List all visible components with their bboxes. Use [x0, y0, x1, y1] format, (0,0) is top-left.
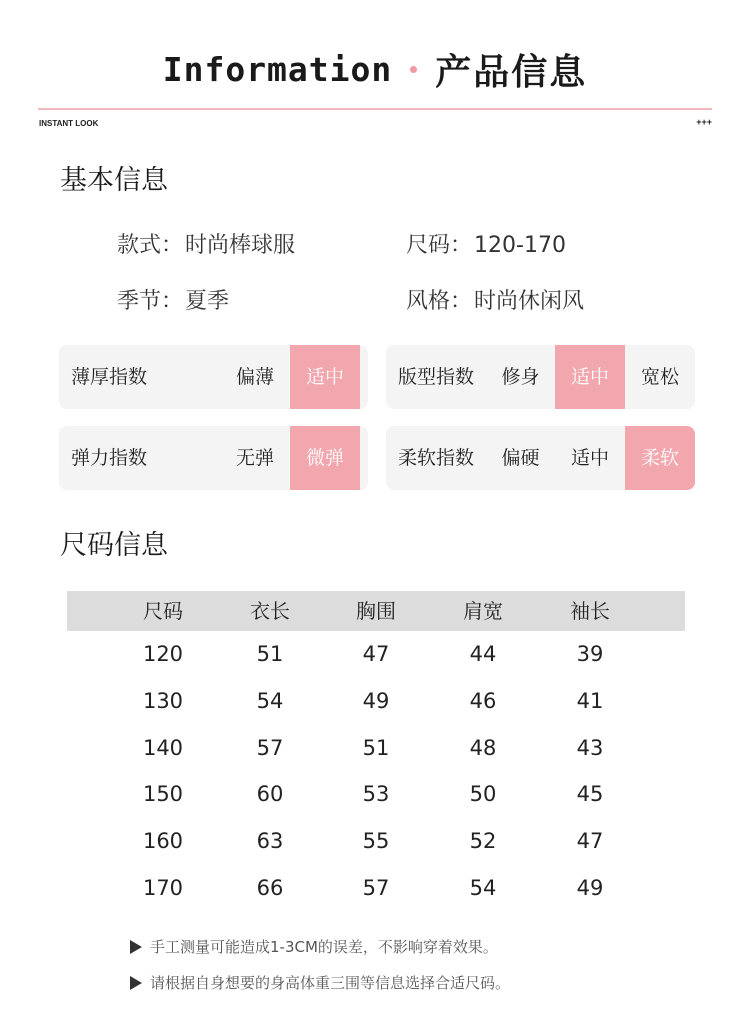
- thickness-index-label: 薄厚指数: [71, 366, 148, 388]
- note-size-choice: [130, 972, 510, 993]
- table-cell: 66: [256, 875, 284, 900]
- table-cell: 120: [142, 642, 184, 666]
- title-dot: [410, 66, 417, 73]
- thickness-option: [360, 345, 368, 409]
- table-row: [67, 771, 685, 818]
- table-row: [67, 678, 685, 725]
- size-table-header: [67, 591, 685, 631]
- note-text: 请根据自身想要的身高体重三围等信息选择合适尺码。: [150, 974, 511, 992]
- note-measurement: [130, 936, 498, 957]
- column-header: 袖长: [570, 599, 610, 623]
- table-row: [67, 818, 685, 865]
- size-info-title: 尺码信息: [60, 530, 168, 561]
- note-text: 手工测量可能造成1-3CM的误差，不影响穿着效果。: [150, 938, 498, 956]
- table-cell: 41: [576, 688, 604, 713]
- title-english: Information: [162, 50, 393, 89]
- season-value: 夏季: [185, 289, 230, 314]
- elasticity-index-panel: [59, 426, 368, 490]
- style-info: [117, 228, 295, 259]
- table-cell: 43: [576, 735, 604, 760]
- size-range-info: [406, 228, 566, 259]
- softness-index-panel: [386, 426, 695, 490]
- table-cell: 63: [256, 829, 284, 854]
- header-divider: [38, 108, 712, 110]
- table-cell: 160: [142, 829, 184, 854]
- table-cell: 49: [362, 688, 390, 713]
- table-cell: 150: [142, 782, 184, 807]
- softness-option: 适中: [570, 447, 609, 469]
- style-label: 款式：: [117, 233, 184, 258]
- table-cell: 57: [256, 735, 284, 760]
- elasticity-index-label: 弹力指数: [71, 447, 148, 469]
- table-row: [67, 725, 685, 772]
- table-cell: 51: [256, 642, 284, 666]
- softness-option: 偏硬: [501, 447, 540, 469]
- table-cell: 47: [362, 642, 390, 666]
- table-cell: 39: [576, 642, 604, 666]
- table-cell: 54: [469, 875, 497, 900]
- table-cell: 50: [469, 782, 497, 807]
- table-cell: 44: [469, 642, 497, 666]
- table-cell: 54: [256, 688, 284, 713]
- fashion-style-label: 风格：: [406, 289, 473, 314]
- table-cell: 140: [142, 735, 184, 760]
- table-cell: 46: [469, 688, 497, 713]
- table-cell: 170: [142, 875, 184, 900]
- table-cell: 57: [362, 875, 390, 900]
- play-triangle-icon: [130, 940, 142, 954]
- fit-option: 修身: [501, 366, 540, 388]
- table-cell: 47: [576, 829, 604, 854]
- fit-option: 适中: [555, 345, 625, 409]
- season-label: 季节：: [117, 289, 184, 314]
- table-cell: 60: [256, 782, 284, 807]
- size-table: [67, 591, 685, 912]
- fashion-style-value: 时尚休闲风: [474, 289, 585, 314]
- table-cell: 53: [362, 782, 390, 807]
- column-header: 衣长: [250, 599, 290, 623]
- elasticity-option: 无弹: [235, 447, 274, 469]
- table-row: [67, 631, 685, 678]
- table-cell: 49: [576, 875, 604, 900]
- size-table-body: [67, 631, 685, 912]
- column-header: 肩宽: [463, 599, 503, 623]
- fit-index-label: 版型指数: [398, 366, 475, 388]
- softness-option: 柔软: [625, 426, 695, 490]
- table-cell: 55: [362, 829, 390, 854]
- thickness-option: 偏薄: [235, 366, 274, 388]
- fit-index-panel: [386, 345, 695, 409]
- table-cell: 51: [362, 735, 390, 760]
- elasticity-option: 微弹: [290, 426, 360, 490]
- size-range-label: 尺码：: [406, 233, 473, 258]
- table-cell: 48: [469, 735, 497, 760]
- elasticity-option: [360, 426, 368, 490]
- page-header: [0, 44, 750, 94]
- title-chinese: 产品信息: [435, 52, 588, 93]
- table-row: [67, 865, 685, 912]
- basic-info-title: 基本信息: [60, 165, 168, 196]
- plus-decoration: +++: [696, 117, 712, 127]
- instant-look-label: INSTANT LOOK: [39, 119, 99, 128]
- table-cell: 130: [142, 688, 184, 713]
- column-header: 尺码: [143, 599, 183, 623]
- fashion-style-info: [406, 284, 584, 315]
- fit-option: 宽松: [640, 366, 679, 388]
- table-cell: 45: [576, 782, 604, 807]
- season-info: [117, 284, 229, 315]
- size-range-value: 120-170: [474, 233, 566, 258]
- thickness-index-panel: [59, 345, 368, 409]
- softness-index-label: 柔软指数: [398, 447, 475, 469]
- column-header: 胸围: [356, 599, 396, 623]
- play-triangle-icon: [130, 976, 142, 990]
- table-cell: 52: [469, 829, 497, 854]
- thickness-option: 适中: [290, 345, 360, 409]
- style-value: 时尚棒球服: [185, 233, 296, 258]
